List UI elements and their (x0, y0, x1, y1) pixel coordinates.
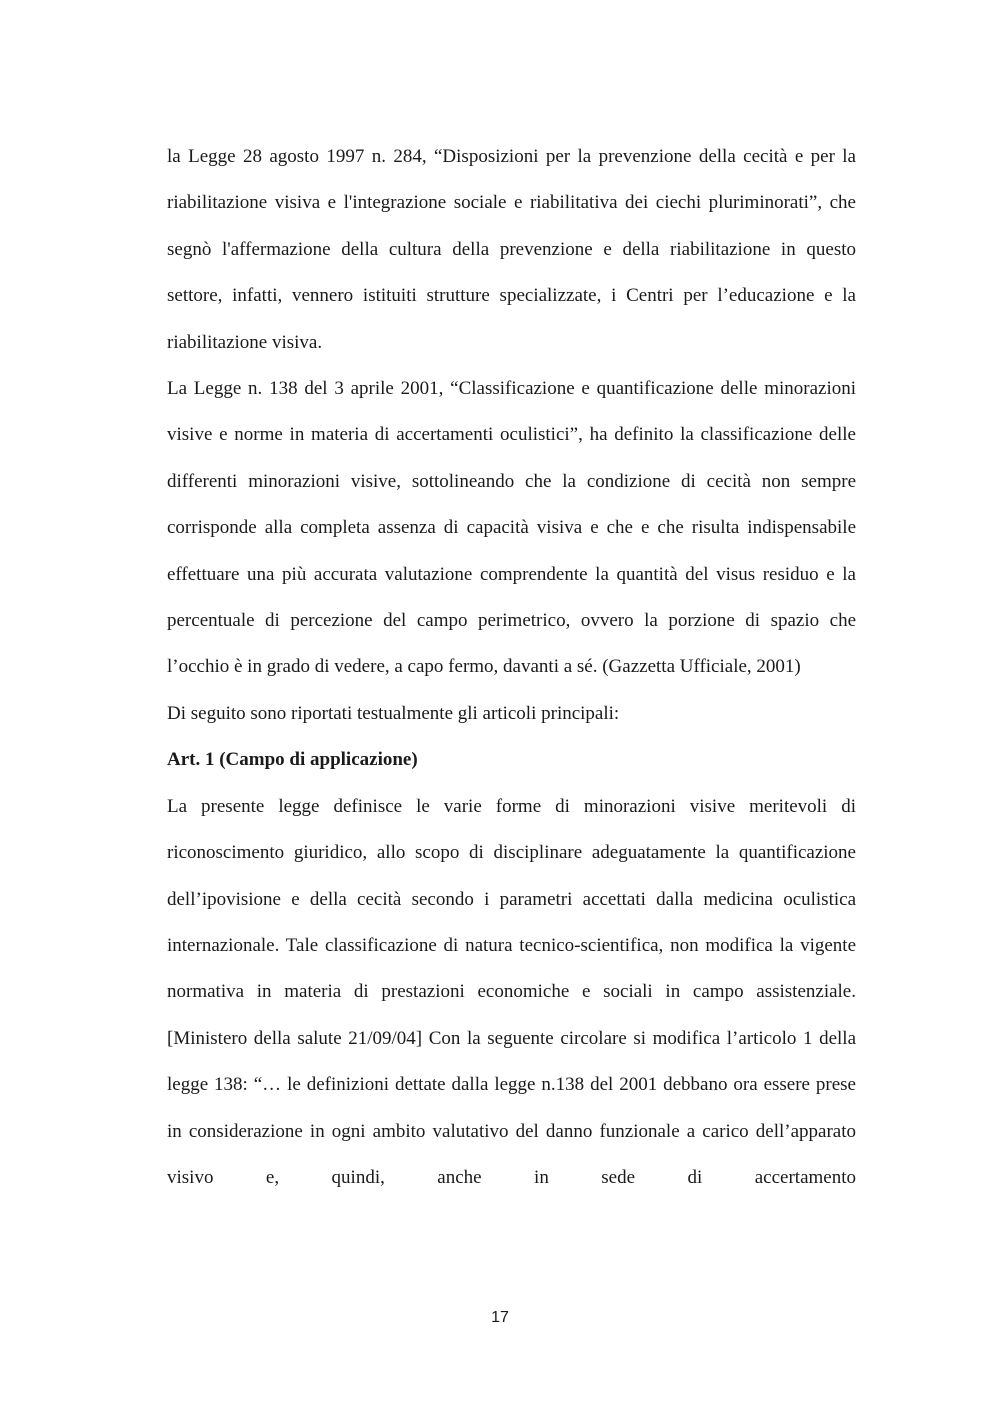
page-number: 17 (491, 1309, 509, 1326)
body-text (167, 134, 856, 1201)
article-heading: Art. 1 (Campo di applicazione) (167, 749, 418, 771)
paragraph-law-1997: la Legge 28 agosto 1997 n. 284, “Disposizioni per la prevenzione della cecità e per la riabilitazione visiva e l'integrazione sociale e riabilitativa dei ciechi pluriminorati”, che segnò l'affermazione della cultura della prevenzione e della riabilitazione in questo settore, infatti, vennero istituiti strutture specializzate, i Centri per l’educazione e la riabilitazione visiva. (167, 146, 856, 353)
paragraph-intro-articles: Di seguito sono riportati testualmente gli articoli principali: (167, 702, 620, 724)
paragraph-article-1: La presente legge definisce le varie forme di minorazioni visive meritevoli di riconoscimento giuridico, allo scopo di disciplinare adeguatamente la quantificazione dell’ipovisione e della cecità secondo i parametri accettati dalla medicina oculistica internazionale. Tale classificazione di natura tecnico-scientifica, non modifica la vigente normativa in materia di prestazioni economiche e sociali in campo assistenziale. [Ministero della salute 21/09/04] Con la seguente circolare si modifica l’articolo 1 della legge 138: “… le definizioni dettate dalla legge n.138 del 2001 debbano ora essere prese in considerazione in ogni ambito valutativo del danno funzionale a carico dell’apparato visivo e, quindi, anche in sede di accertamento (167, 795, 856, 1188)
paragraph-law-2001: La Legge n. 138 del 3 aprile 2001, “Classificazione e quantificazione delle minorazioni visive e norme in materia di accertamenti oculistici”, ha definito la classificazione delle differenti minorazioni visive, sottolineando che la condizione di cecità non sempre corrisponde alla completa assenza di capacità visiva e che e che risulta indispensabile effettuare una più accurata valutazione comprendente la quantità del visus residuo e la percentuale di percezione del campo perimetrico, ovvero la porzione di spazio che l’occhio è in grado di vedere, a capo fermo, davanti a sé. (Gazzetta Ufficiale, 2001) (167, 378, 856, 678)
